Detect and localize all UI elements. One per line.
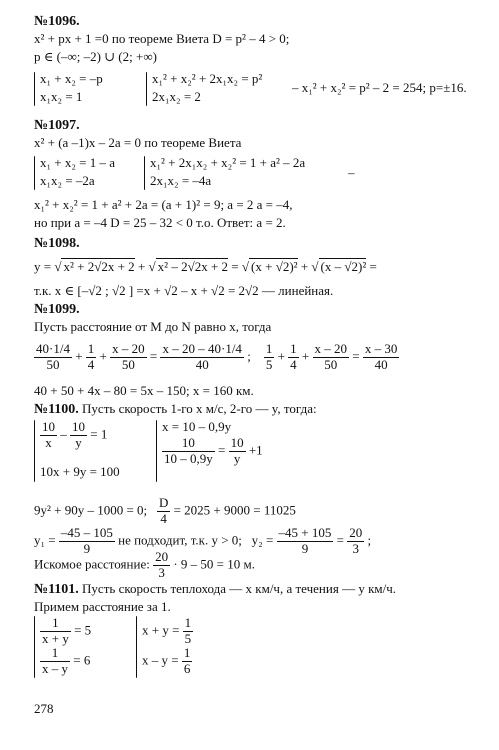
problem-1099-fractions (34, 342, 399, 373)
sys1097a-line2: x₁x₂ = –2a (40, 173, 95, 188)
op: = (149, 348, 158, 364)
sqrt-2: √ x² – 2√2x + 2 (148, 259, 229, 274)
sys1100b-line2: $\frac{10}{10 - 0,9y}$ = $\frac{10}{y}$ +1 (164, 435, 263, 466)
frac-g: $\frac{x - 20}{50}$ (314, 341, 347, 372)
problem-1101-intro1: Пусть скорость теплохода — x км/ч, а течения — y км/ч. (82, 581, 397, 596)
op: + (301, 348, 310, 364)
op: + (75, 348, 83, 364)
problem-1101-header: №1101. (34, 582, 79, 597)
equals-1: = (231, 259, 239, 274)
sqrt-3: √ (x + √2)² (241, 259, 298, 274)
sqrt-1: √ x² + 2√2x + 2 (54, 259, 135, 274)
brace-1100-b (156, 420, 157, 482)
sys1097b-line1: x₁² + 2x₁x₂ + x₂² = 1 + a² – 2a (150, 155, 306, 170)
problem-1099-line: 40 + 50 + 4x – 80 = 5x – 150; x = 160 км. (34, 383, 254, 398)
brace-1096-b (146, 72, 147, 106)
sys1100a-line2: 10x + 9y = 100 (40, 464, 120, 479)
sys1101b-line2: x – y = $\frac{1}{6}$ (142, 645, 191, 676)
problem-1101-intro2: Примем расстояние за 1. (34, 599, 171, 614)
problem-1097-header: №1097. (34, 118, 80, 133)
op: = (352, 348, 360, 364)
problem-1098-formula (34, 260, 377, 275)
op: + (277, 348, 285, 364)
brace-1096-a (34, 72, 35, 106)
page-number: 278 (34, 701, 54, 716)
frac-h: $\frac{x - 30}{40}$ (364, 341, 398, 372)
problem-1100-header: №1100. (34, 402, 79, 417)
problem-1096-equation: x² + px + 1 =0 по теореме Виета D = p² – 4 > 0; (34, 31, 290, 46)
sys1101a-line1: $\frac{1}{x + y}$ = 5 (42, 615, 92, 646)
sys1097a-line1: x₁ + x₂ = 1 – a (40, 155, 115, 170)
frac-c: $\frac{x - 20}{50}$ (112, 341, 145, 372)
problem-1096-result: – x₁² + x₂² = p² – 2 = 254; p=±16. (292, 80, 467, 95)
problem-1100-quad: 9y² + 90y – 1000 = 0; $\frac{D}{4}$ = 2025 + 9000 = 11025 (34, 495, 296, 526)
sys1096a-line2: x₁x₂ = 1 (40, 89, 83, 104)
frac-a: $\frac{40\cdot 1/4}{50}$ (36, 341, 70, 372)
brace-1101-b (136, 616, 137, 678)
sys1096b-line1: x₁² + x₂² + 2x₁x₂ = p² (152, 71, 263, 86)
sys1101b-line1: x + y = $\frac{1}{5}$ (142, 615, 192, 646)
sys1096b-line2: 2x₁x₂ = 2 (152, 89, 201, 104)
problem-1096-header: №1096. (34, 14, 80, 29)
problem-1097-equation: x² + (a –1)x – 2a = 0 по теореме Виета (34, 135, 242, 150)
problem-1098-header: №1098. (34, 236, 80, 251)
problem-1098-line2: т.к. x ∈ [–√2 ; √2 ] =x + √2 – x + √2 = 2√2 — линейная. (34, 283, 334, 298)
frac-b: $\frac{1}{4}$ (87, 341, 95, 372)
frac-e: $\frac{1}{5}$ (265, 341, 273, 372)
sys1097b-line2: 2x₁x₂ = –4a (150, 173, 212, 188)
sys1100a-line1: $\frac{10}{x}$ – $\frac{10}{y}$ = 1 (42, 419, 108, 450)
problem-1097-line1: x₁² + x₂² = 1 + a² + 2a = (a + 1)² = 9; a = 2 a = –4, (34, 197, 293, 212)
problem-1096-domain: p ∈ (–∞; –2) ∪ (2; +∞) (34, 49, 157, 64)
brace-1097-a (34, 156, 35, 190)
brace-1100-a (34, 420, 35, 482)
frac-f: $\frac{1}{4}$ (290, 341, 297, 372)
sys1101a-line2: $\frac{1}{x - y}$ = 6 (42, 645, 91, 676)
brace-1097-b (144, 156, 145, 190)
plus-1: + (137, 259, 146, 274)
problem-1100-title (34, 402, 317, 418)
problem-1097-minus: – (348, 165, 355, 180)
problem-1101-title (34, 582, 396, 598)
brace-1101-a (34, 616, 35, 678)
plus-2: + (300, 259, 309, 274)
problem-1100-intro: Пусть скорость 1-го x м/с, 2-го — y, тогда: (82, 401, 317, 416)
equals-2: = (369, 259, 377, 274)
op: ; (247, 348, 251, 364)
sys1096a-line1: x₁ + x₂ = –p (40, 71, 103, 86)
y-equals: y = (34, 259, 52, 274)
problem-1099-intro: Пусть расстояние от M до N равно x, тогда (34, 319, 272, 334)
sys1100b-line1: x = 10 – 0,9y (162, 419, 232, 434)
op: + (99, 348, 107, 364)
frac-d: $\frac{x - 20 - 40\cdot 1/4}{40}$ (162, 341, 242, 372)
sqrt-4: √ (x – √2)² (311, 259, 367, 274)
problem-1100-roots: y₁ = $\frac{-45 - 105}{9}$ не подходит, т.к. y > 0; y₂ = $\frac{-45 + 105}{9}$ = $\frac{20}{3}$ ; (34, 525, 372, 556)
problem-1099-header: №1099. (34, 302, 80, 317)
problem-1100-distance: Искомое расстояние: $\frac{20}{3}$ · 9 – 50 = 10 м. (34, 549, 255, 580)
problem-1097-line2: но при a = –4 D = 25 – 32 < 0 т.о. Ответ: a = 2. (34, 215, 286, 230)
